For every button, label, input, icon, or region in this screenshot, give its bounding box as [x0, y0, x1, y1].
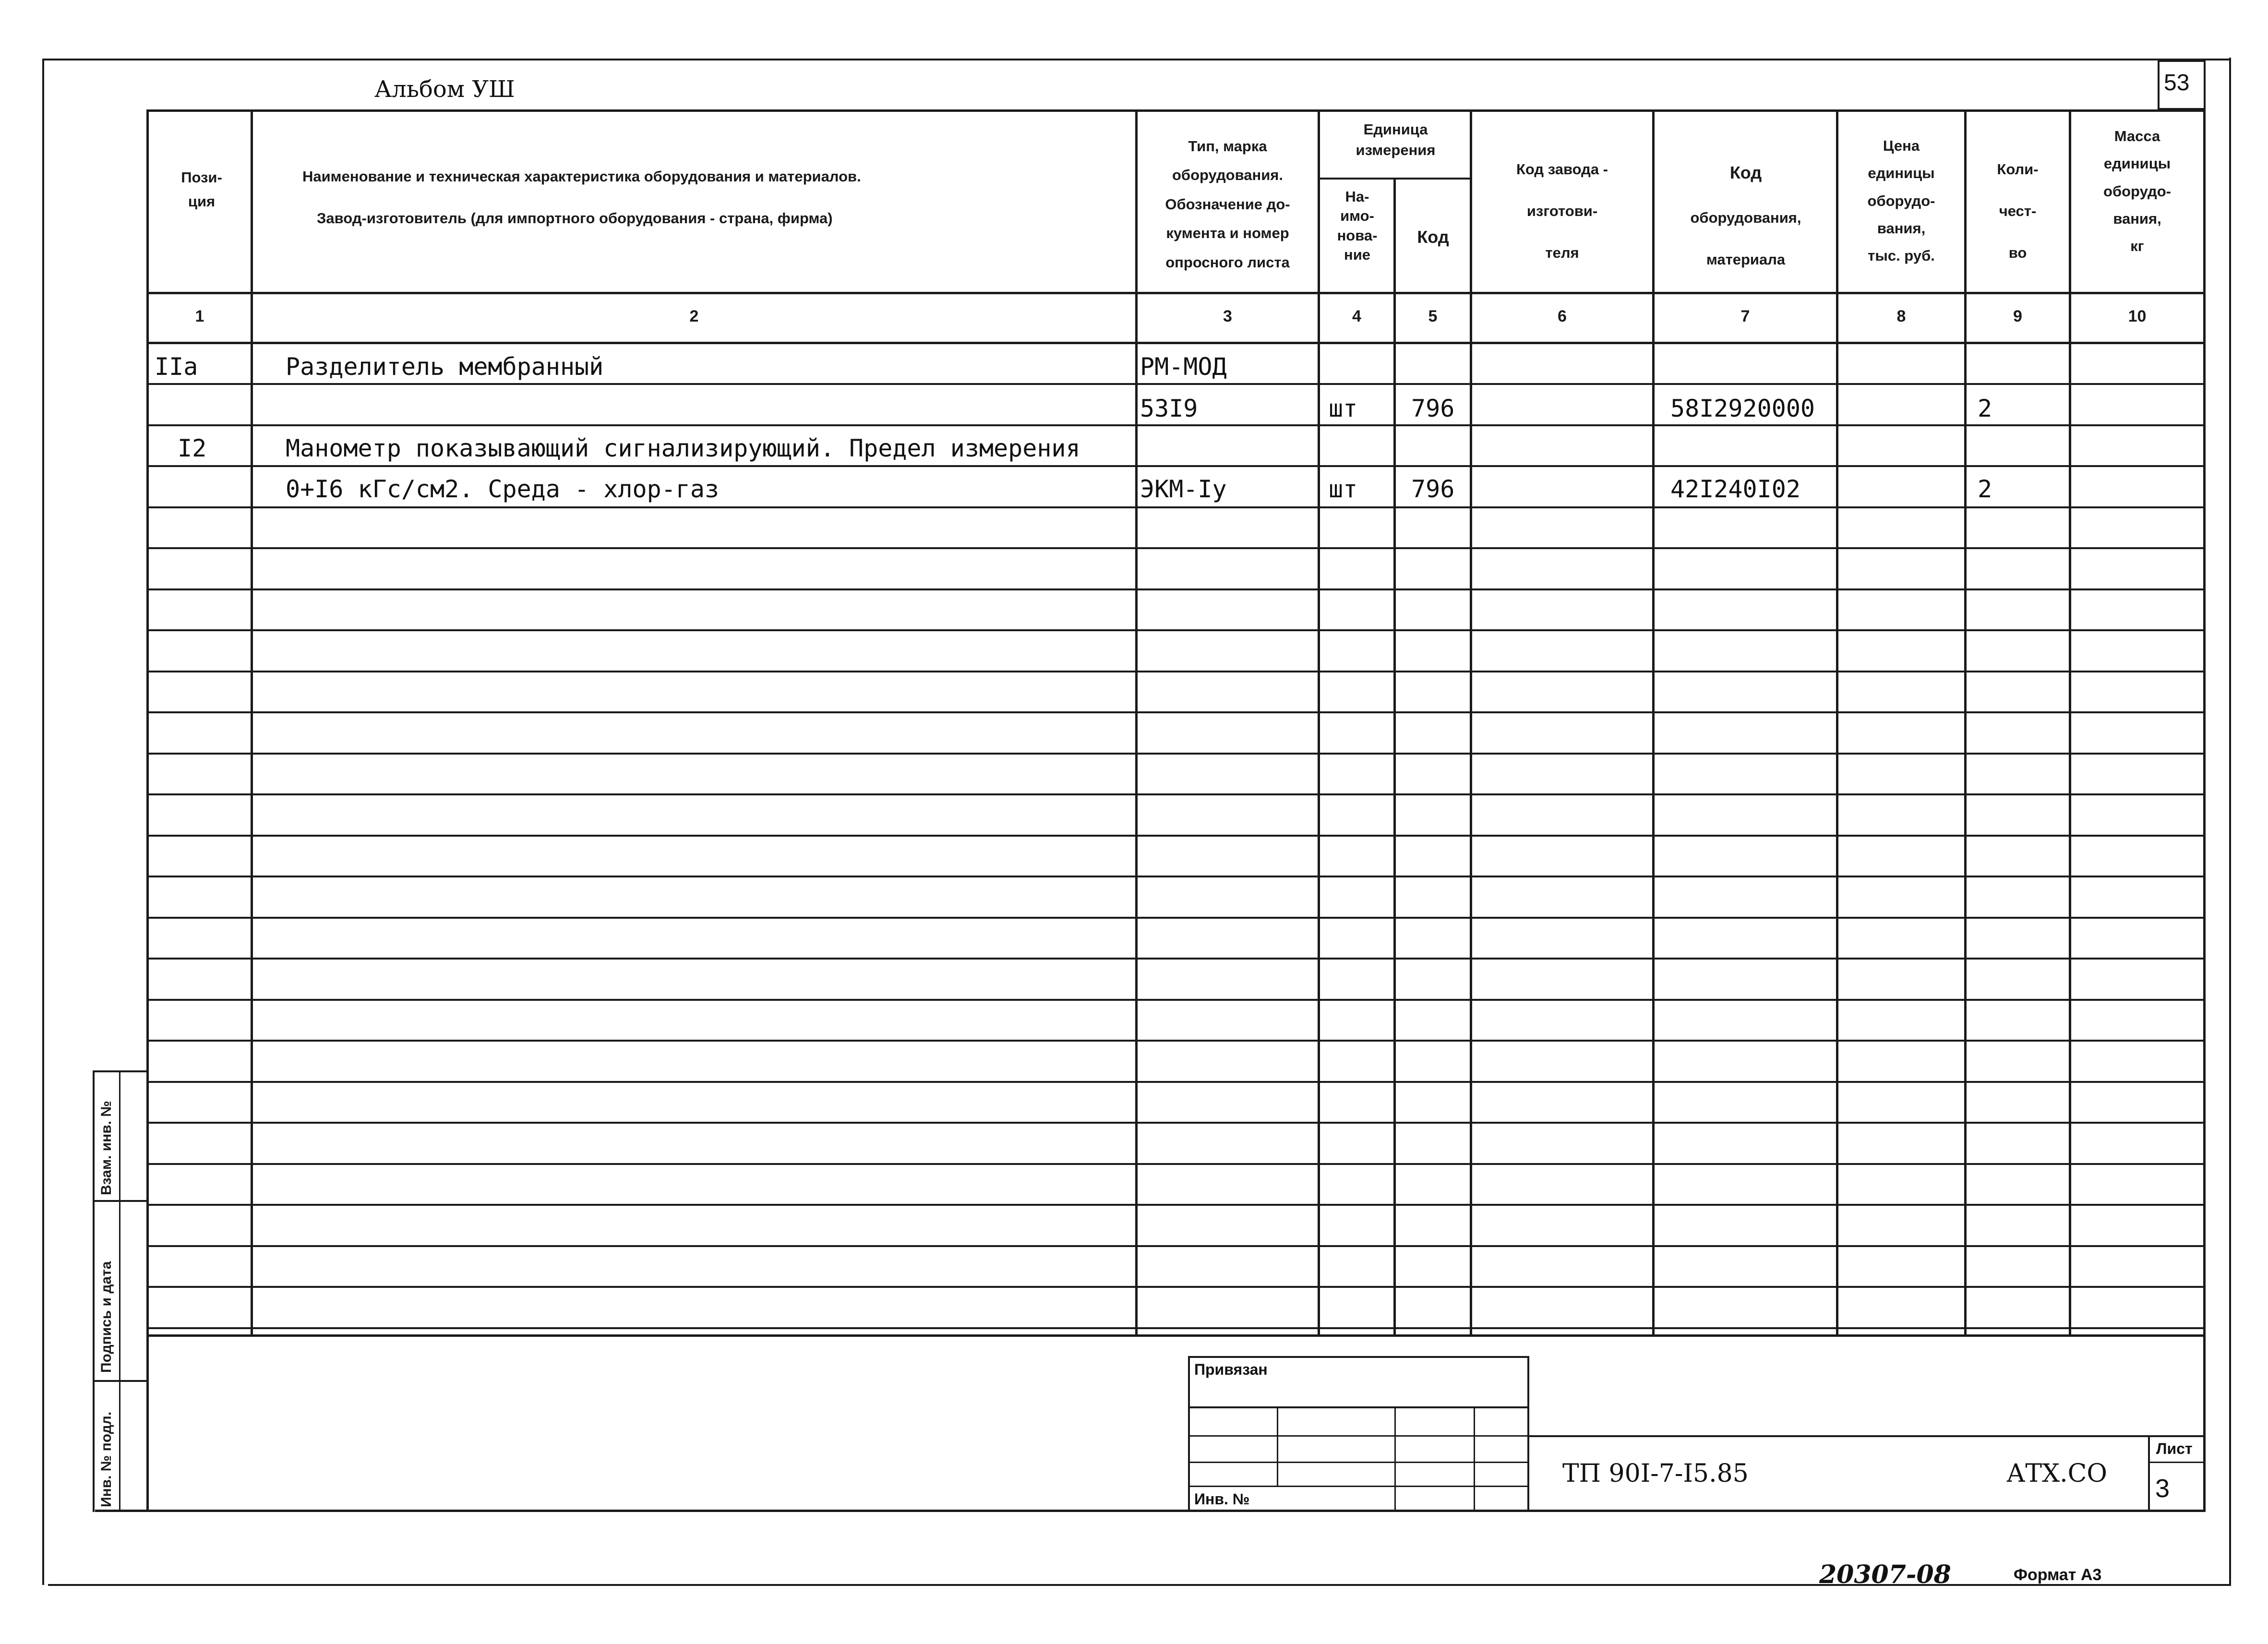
row-divider — [146, 793, 2205, 795]
row-divider — [146, 999, 2205, 1001]
row-divider — [146, 1163, 2205, 1165]
stamp-designation: ТП 90I-7-I5.85 — [1562, 1459, 1749, 1488]
col-number: 2 — [689, 307, 699, 325]
col-number: 1 — [195, 307, 204, 325]
row-divider — [146, 671, 2205, 672]
stamp-sheet-label: Лист — [2156, 1440, 2193, 1457]
row-divider — [146, 876, 2205, 877]
row-equipment-code: 58I2920000 — [1670, 395, 1815, 422]
row-name: Манометр показывающий сигнализирующий. Предел измерения — [286, 434, 1080, 462]
row-name: 0+I6 кГс/см2. Среда - хлор-газ — [286, 475, 720, 503]
header-type: Тип, марка оборудования. Обозначение до- кумента и номер опросного листа — [1165, 138, 1290, 271]
side-label-podpis: Подпись и дата — [98, 1261, 114, 1373]
row-divider — [146, 1122, 2205, 1124]
footer-format: Формат А3 — [2014, 1566, 2102, 1584]
row-divider — [146, 547, 2205, 549]
col-number: 7 — [1740, 307, 1750, 325]
col-number: 9 — [2013, 307, 2022, 325]
stamp-inv-no: Инв. № — [1194, 1490, 1250, 1508]
header-equipment-code: Код оборудования, материала — [1690, 163, 1801, 268]
row-position: I2 — [178, 434, 207, 462]
row-code: 796 — [1411, 475, 1455, 503]
row-unit: шт — [1329, 475, 1358, 503]
row-divider — [146, 1327, 2205, 1329]
header-factory-code: Код завода - изготови- теля — [1516, 161, 1608, 261]
row-divider — [146, 424, 2205, 426]
header-unit-name: На- имо- нова- ние — [1337, 188, 1378, 263]
row-unit: шт — [1329, 395, 1358, 422]
row-divider — [146, 958, 2205, 960]
header-position: Пози- ция — [181, 169, 222, 210]
row-type: 53I9 — [1140, 395, 1198, 422]
row-divider — [146, 1245, 2205, 1247]
header-price: Цена единицы оборудо- вания, тыс. руб. — [1867, 137, 1935, 264]
row-name: Разделитель мембранный — [286, 353, 604, 381]
row-equipment-code: 42I240I02 — [1670, 475, 1800, 503]
stamp-doc-code: АТХ.СО — [2006, 1459, 2108, 1488]
album-title: Альбом УШ — [374, 76, 515, 103]
row-divider — [146, 835, 2205, 837]
row-divider — [146, 629, 2205, 631]
col-number: 10 — [2128, 307, 2147, 325]
row-divider — [146, 1040, 2205, 1042]
header-unit-code: Код — [1417, 227, 1449, 247]
row-divider — [146, 1081, 2205, 1083]
row-divider — [146, 711, 2205, 713]
row-type: ЭКМ-Iу — [1140, 475, 1227, 503]
header-mass: Масса единицы оборудо- вания, кг — [2103, 128, 2171, 255]
col-number: 3 — [1223, 307, 1232, 325]
row-divider — [146, 917, 2205, 919]
page-number: 53 — [2164, 70, 2190, 96]
col-number: 6 — [1558, 307, 1567, 325]
row-divider — [146, 506, 2205, 508]
row-divider — [146, 1204, 2205, 1206]
side-label-inv-podl: Инв. № подл. — [98, 1411, 114, 1507]
col-number: 8 — [1896, 307, 1906, 325]
row-code: 796 — [1411, 395, 1455, 422]
row-quantity: 2 — [1978, 475, 1992, 503]
stamp-sheet-number: 3 — [2155, 1474, 2170, 1503]
row-divider — [146, 753, 2205, 755]
footer-handwritten-number: 20307-08 — [1819, 1560, 1951, 1589]
row-type: РМ-МОД — [1140, 353, 1227, 381]
row-position: IIa — [155, 353, 198, 381]
row-quantity: 2 — [1978, 395, 1992, 422]
header-name: Наименование и техническая характеристика оборудования и материалов. Завод-изготовитель (для импортного оборудования - страна, фирма) — [302, 168, 861, 227]
side-label-vzam: Взам. инв. № — [98, 1101, 114, 1195]
stamp-privyazan: Привязан — [1194, 1361, 1268, 1378]
header-quantity: Коли- чест- во — [1997, 161, 2039, 261]
header-unit-group: Единица измерения — [1356, 121, 1436, 159]
row-divider — [146, 383, 2205, 385]
col-number: 5 — [1428, 307, 1438, 325]
row-divider — [146, 465, 2205, 467]
col-number: 4 — [1352, 307, 1361, 325]
row-divider — [146, 1286, 2205, 1288]
row-divider — [146, 588, 2205, 590]
